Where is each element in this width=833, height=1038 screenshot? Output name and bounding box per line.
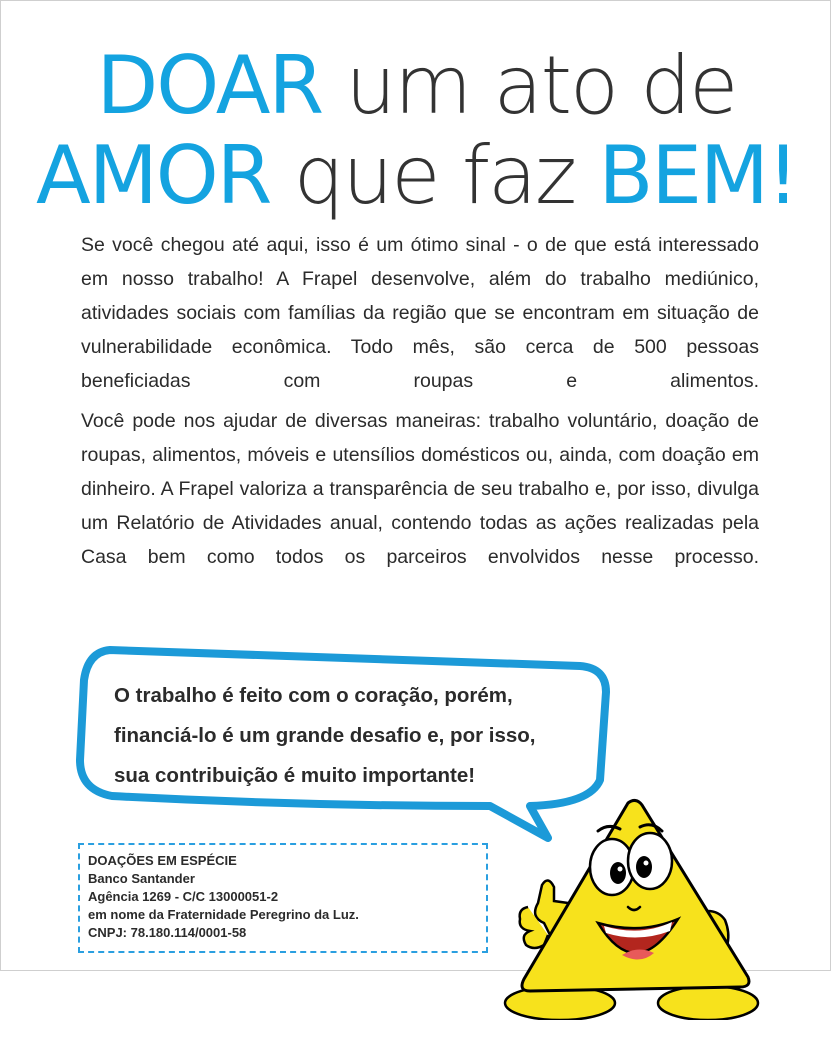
donation-holder: em nome da Fraternidade Peregrino da Luz. (88, 907, 359, 922)
paragraph-intro: Se você chegou até aqui, isso é um ótimo sinal - o de que está interessado em nosso trabalho! A Frapel desenvolve, além do trabalho mediúnico, atividades sociais com famílias da região que se encontram em situação de vulnerabilidade econômica. Todo mês, são cerca de 500 pessoas beneficiadas com roupas e alimentos. (81, 234, 759, 392)
speech-bubble-text (114, 676, 584, 796)
bubble-line-3: sua contribuição é muito importante! (114, 764, 476, 787)
donation-bank: Banco Santander (88, 871, 195, 886)
headline-amor: AMOR (35, 129, 271, 222)
headline-bem: BEM! (598, 129, 798, 222)
donation-title: DOAÇÕES EM ESPÉCIE (88, 853, 237, 868)
donation-info-box (78, 843, 488, 953)
bubble-line-2: financiá-lo é um grande desafio e, por isso, (114, 724, 536, 747)
headline-que-faz: que faz (293, 129, 576, 222)
bubble-line-1: O trabalho é feito com o coração, porém, (114, 684, 513, 707)
paragraph-how-to-help: Você pode nos ajudar de diversas maneiras: trabalho voluntário, doação de roupas, alimentos, móveis e utensílios domésticos ou, ainda, com doação em dinheiro. A Frapel valoriza a transparência de seu trabalho e, por isso, divulga um Relatório de Atividades anual, contendo todas as ações realizadas pela Casa bem como todos os parceiros envolvidos nesse processo. (81, 410, 759, 568)
headline-doar: DOAR (96, 39, 323, 132)
donation-account: Agência 1269 - C/C 13000051-2 (88, 889, 279, 904)
triangle-mascot-icon (500, 795, 780, 1020)
donation-cnpj: CNPJ: 78.180.114/0001-58 (88, 925, 247, 940)
headline-um-ato-de: um ato de (345, 39, 737, 132)
